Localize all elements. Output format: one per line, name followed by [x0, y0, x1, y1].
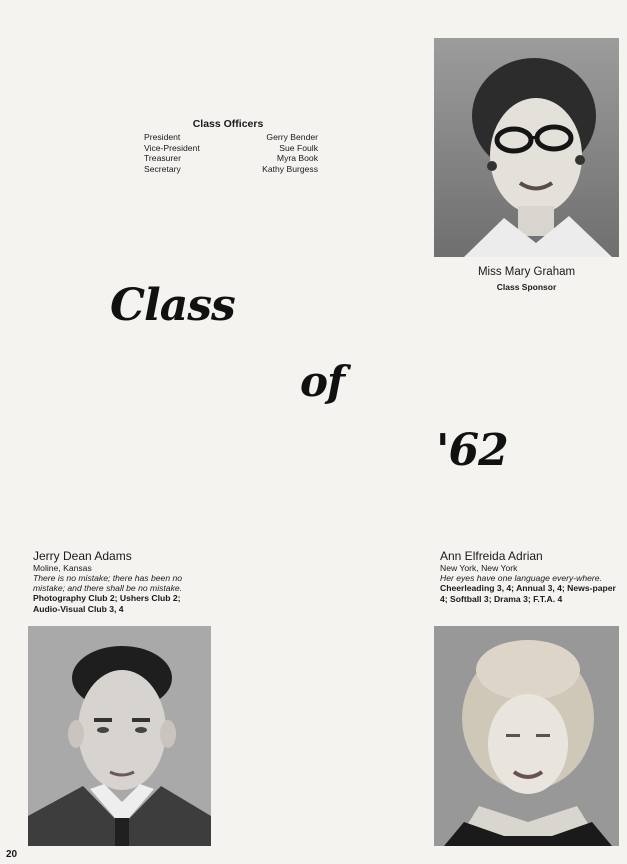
student-name: Jerry Dean Adams [33, 549, 132, 563]
officer-name: Sue Foulk [279, 142, 318, 153]
sponsor-portrait-photo [434, 38, 619, 257]
student-portrait-photo [434, 626, 619, 846]
officer-role: Secretary [144, 163, 181, 174]
heading-word-of: of [300, 357, 345, 406]
student-name: Ann Elfreida Adrian [440, 549, 543, 563]
student-portrait-image [434, 626, 619, 846]
student-portrait-image [28, 626, 211, 846]
student-activities: Photography Club 2; Ushers Club 2; Audio-Visual Club 3, 4 [33, 593, 181, 614]
student-activities: Cheerleading 3, 4; Annual 3, 4; News-paper 4; Softball 3; Drama 3; F.T.A. 4 [440, 583, 616, 604]
officer-row-secretary [144, 164, 318, 175]
sponsor-portrait-image [434, 38, 619, 257]
heading-word-year: '62 [436, 425, 508, 476]
student-quote: Her eyes have one language every-where. [440, 573, 602, 583]
sponsor-name: Miss Mary Graham [477, 266, 576, 278]
officer-name: Kathy Burgess [262, 163, 318, 174]
student-hometown: New York, New York [440, 563, 518, 573]
officer-name: Myra Book [276, 153, 318, 164]
heading-word-class: Class [110, 280, 235, 331]
officer-role: Treasurer [144, 153, 181, 164]
officer-row-treasurer [144, 153, 318, 164]
officer-role: Vice-President [144, 142, 200, 153]
student-hometown: Moline, Kansas [33, 563, 92, 573]
sponsor-role: Class Sponsor [496, 282, 557, 292]
student-portrait-photo [28, 626, 211, 846]
officer-row-vice-president [144, 143, 318, 154]
class-officers-title: Class Officers [192, 118, 264, 130]
student-entry [33, 549, 209, 614]
page-number: 20 [6, 849, 18, 860]
student-quote: There is no mistake; there has been no mistake; and there shall be no mistake. [33, 573, 183, 593]
student-entry [440, 549, 616, 604]
class-officers-list [144, 132, 318, 174]
officer-name: Gerry Bender [266, 132, 318, 142]
officer-row-president [144, 132, 318, 143]
officer-role: President [144, 132, 181, 142]
